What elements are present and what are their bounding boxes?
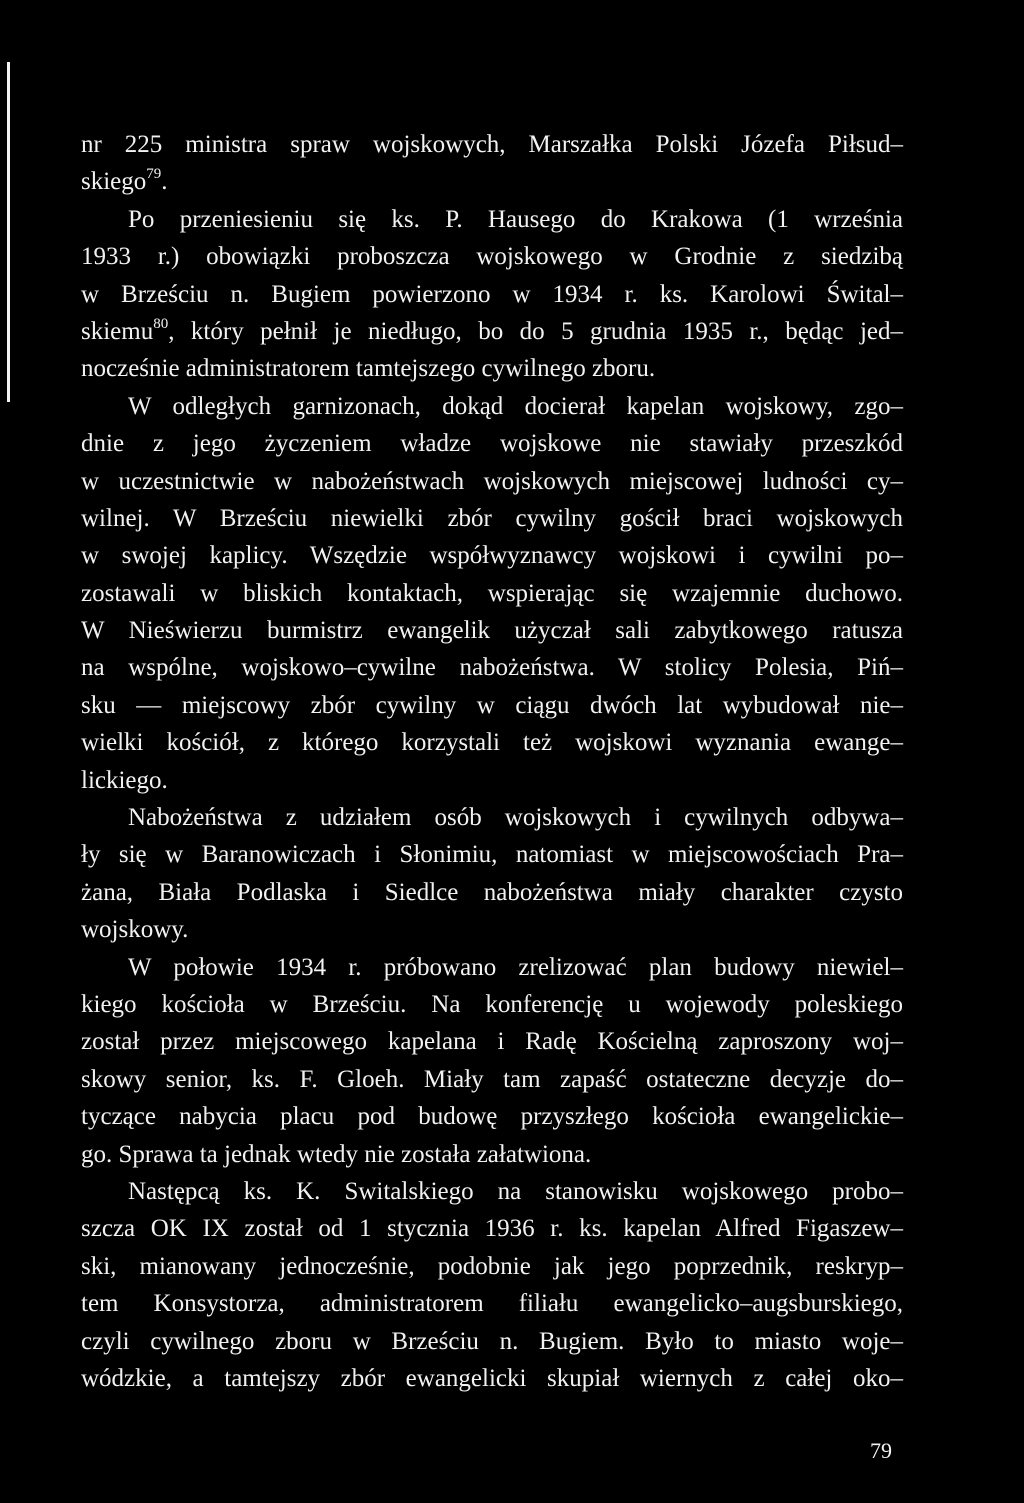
text-line-continuation: . [161, 168, 168, 196]
page-number: 79 [870, 1438, 892, 1463]
footnote-reference: 80 [153, 315, 169, 332]
text-line [81, 762, 903, 799]
text-line-content: ły się w Baranowiczach i Słonimiu, natomiast w miejscowościach Pra– [81, 841, 903, 869]
text-line [81, 463, 903, 500]
text-line-content: sku — miejscowy zbór cywilny w ciągu dwóch lat wybudował nie– [81, 691, 903, 719]
text-line [81, 1173, 903, 1210]
text-line-content: W odległych garnizonach, dokąd docierał kapelan wojskowy, zgo– [128, 392, 903, 420]
text-line [81, 1136, 903, 1173]
text-line [81, 799, 903, 836]
text-line-content: lickiego. [81, 766, 168, 794]
text-line [81, 949, 903, 986]
text-line-content: na wspólne, wojskowo–cywilne nabożeństwa. W stolicy Polesia, Piń– [81, 654, 903, 682]
text-line [81, 874, 903, 911]
text-line-content: W Nieświerzu burmistrz ewangelik użyczał sali zabytkowego ratusza [81, 617, 903, 645]
text-line-content: wielki kościół, z którego korzystali też wojskowi wyznania ewange– [81, 729, 903, 757]
text-line [81, 537, 903, 574]
text-line-content: Nabożeństwa z udziałem osób wojskowych i cywilnych odbywa– [128, 804, 903, 832]
text-line-content: w Brześciu n. Bugiem powierzono w 1934 r. ks. Karolowi Śwital– [81, 280, 903, 308]
text-line [81, 1285, 903, 1322]
text-line-content: żana, Biała Podlaska i Siedlce nabożeństwa miały charakter czysto [81, 878, 903, 906]
text-line-content: w uczestnictwie w nabożeństwach wojskowych miejscowej ludności cy– [81, 467, 903, 495]
text-line-content: go. Sprawa ta jednak wtedy nie została załatwiona. [81, 1140, 592, 1168]
document-page [81, 126, 903, 1397]
text-line-content: został przez miejscowego kapelana i Radę Kościelną zaproszony woj– [81, 1028, 903, 1056]
text-line [81, 986, 903, 1023]
text-line [81, 1023, 903, 1060]
text-line [81, 126, 903, 163]
text-line [81, 425, 903, 462]
text-line [81, 500, 903, 537]
text-line [81, 1360, 903, 1397]
text-line-content: dnie z jego życzeniem władze wojskowe nie stawiały przeszkód [81, 430, 903, 458]
text-line [81, 238, 903, 275]
text-line [81, 388, 903, 425]
text-line [81, 163, 903, 200]
text-line [81, 276, 903, 313]
text-line [81, 575, 903, 612]
text-line-content: zostawali w bliskich kontaktach, wspierając się wzajemnie duchowo. [81, 579, 903, 607]
text-line [81, 612, 903, 649]
text-line-content: tem Konsystorza, administratorem filiału ewangelicko–augsburskiego, [81, 1290, 903, 1318]
text-line-content: skiego [81, 168, 147, 196]
text-line [81, 313, 903, 350]
text-line-content: kiego kościoła w Brześciu. Na konferencję u wojewody poleskiego [81, 990, 903, 1018]
text-line [81, 724, 903, 761]
text-line-content: W połowie 1934 r. próbowano zrelizować plan budowy niewiel– [128, 953, 903, 981]
text-line [81, 1248, 903, 1285]
text-line-content: wojskowy. [81, 916, 189, 944]
text-line [81, 836, 903, 873]
text-line-content: skowy senior, ks. F. Gloeh. Miały tam zapaść ostateczne decyzje do– [81, 1065, 903, 1093]
text-line-content: szcza OK IX został od 1 stycznia 1936 r. ks. kapelan Alfred Figaszew– [81, 1215, 903, 1243]
footnote-reference: 79 [146, 166, 162, 183]
text-line [81, 1061, 903, 1098]
text-line-content: ski, mianowany jednocześnie, podobnie jak jego poprzednik, reskryp– [81, 1252, 903, 1280]
text-line-content: wódzkie, a tamtejszy zbór ewangelicki skupiał wiernych z całej oko– [81, 1364, 903, 1392]
text-line-content: Następcą ks. K. Switalskiego na stanowisku wojskowego probo– [128, 1177, 903, 1205]
text-line-content: skiemu [81, 317, 154, 345]
text-line-continuation: , który pełnił je niedługo, bo do 5 grudnia 1935 r., będąc jed– [168, 317, 903, 345]
text-line [81, 649, 903, 686]
text-line-content: Po przeniesieniu się ks. P. Hausego do Krakowa (1 września [128, 205, 903, 233]
text-line [81, 1098, 903, 1135]
text-line [81, 350, 903, 387]
text-line-content: wilnej. W Brześciu niewielki zbór cywilny gościł braci wojskowych [81, 504, 903, 532]
text-line [81, 911, 903, 948]
text-line-content: w swojej kaplicy. Wszędzie współwyznawcy wojskowi i cywilni po– [81, 542, 903, 570]
text-line [81, 1210, 903, 1247]
scan-edge-line [7, 62, 10, 402]
text-line-content: czyli cywilnego zboru w Brześciu n. Bugiem. Było to miasto woje– [81, 1327, 903, 1355]
text-line-content: nocześnie administratorem tamtejszego cywilnego zboru. [81, 355, 656, 383]
text-line-content: tyczące nabycia placu pod budowę przyszłego kościoła ewangelickie– [81, 1103, 903, 1131]
text-line-content: 1933 r.) obowiązki proboszcza wojskowego w Grodnie z siedzibą [81, 243, 903, 271]
text-line [81, 1323, 903, 1360]
text-line-content: nr 225 ministra spraw wojskowych, Marszałka Polski Józefa Piłsud– [81, 131, 903, 158]
text-line [81, 201, 903, 238]
text-line [81, 687, 903, 724]
